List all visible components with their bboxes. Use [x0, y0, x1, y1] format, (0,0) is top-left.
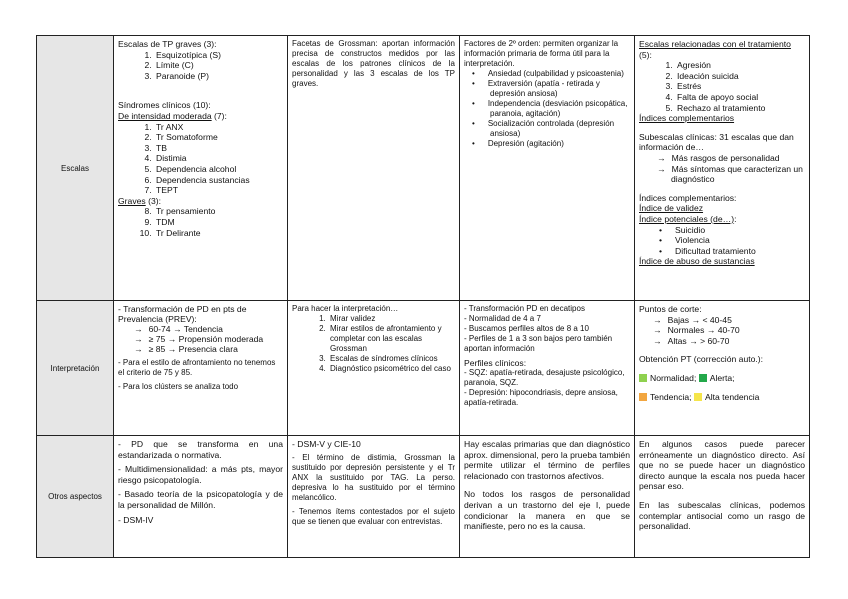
escalas-cell-3 [460, 36, 635, 301]
tendencia-label: Tendencia; [650, 391, 692, 402]
alerta-label: Alerta; [709, 372, 735, 383]
prev-intro: - Transformación de PD en pts de Prevalencia (PREV): [118, 304, 247, 324]
otros-p4: - DSM-IV [118, 514, 154, 525]
perfil-sqz: - SQZ: apatía-retirada, desajuste psicológico, paranoia, SQZ. [464, 368, 625, 387]
interpretacion-cell-1 [114, 301, 288, 436]
row-escalas [37, 36, 810, 301]
escalas-cell-4 [635, 36, 810, 301]
list-item: → ≥ 75 → Propensión moderada [148, 334, 283, 344]
list-item: • Dificultad tratamiento [677, 246, 805, 257]
list-item: → Altas → > 60-70 [667, 336, 805, 347]
legend-line-1 [639, 373, 805, 384]
perfil-depresion: - Depresión: hipocondriasis, depre ansiosa, apatía-retirada. [464, 388, 618, 407]
indice-potenciales: Índice potenciales (de…): [639, 213, 737, 224]
otros2-p2: - El término de distimia, Grossman la sustituido por depresión persistente y el Tr ANX la sustituido por TAG. La perso. depresiva lo ha sustituido por el término melancólico. [292, 453, 455, 502]
normalidad-swatch [639, 374, 647, 382]
alta-tendencia-label: Alta tendencia [704, 391, 760, 402]
list-item: • Extraversión (apatía - retirada y depresión ansiosa) [490, 79, 630, 99]
list-item: 1. Mirar validez [328, 314, 455, 324]
legend-line-2 [639, 392, 805, 403]
list-item: → ≥ 85 → Presencia clara [148, 344, 283, 354]
interpretacion-cell-4 [635, 301, 810, 436]
list-item: • Violencia [677, 235, 805, 246]
list-item: 5. Rechazo al tratamiento [675, 103, 805, 114]
moderada-list [118, 122, 283, 196]
alta-tendencia-swatch [694, 393, 702, 401]
list-item: 1. Agresión [675, 60, 805, 71]
list-item: 4. Distimia [154, 153, 283, 164]
otros2-p3: - Tenemos ítems contestados por el sujeto que se tienen que evaluar con entrevistas. [292, 507, 455, 526]
subescalas-intro: Subescalas clínicas: 31 escalas que dan información de… [639, 131, 794, 153]
otros-p3: - Basado teoría de la psicopatología y de la personalidad de Millón. [118, 489, 283, 510]
list-item: • Independencia (desviación psicopática, paranoia, agitación) [490, 99, 630, 119]
factores-list [464, 69, 630, 149]
otros2-p1: - DSM-V y CIE-10 [292, 439, 361, 449]
graves-list [118, 50, 283, 82]
row-header-interpretacion: Interpretación [37, 301, 114, 436]
interpretacion-cell-3 [460, 301, 635, 436]
otros3-p1: Hay escalas primarias que dan diagnóstico aprox. dimensional, pero la prueba también permite utilizar el término de perfiles relacionado con trastornos afectivos. [464, 439, 630, 481]
indice-validez: Índice de validez [639, 203, 704, 214]
normalidad-label: Normalidad; [650, 372, 697, 383]
tratamiento-list [639, 60, 805, 113]
row-otros [37, 436, 810, 558]
list-item: 1. Tr ANX [154, 122, 283, 133]
subescalas-list [639, 153, 805, 185]
otros4-p2: En las subescalas clínicas, podemos contemplar antisocial como un rasgo de personalidad. [639, 499, 805, 532]
alerta-swatch [699, 374, 707, 382]
otros-cell-1 [114, 436, 288, 558]
otros-p2: - Multidimensionalidad: a más pts, mayor riesgo psicopatología. [118, 464, 283, 485]
otros3-p2: No todos los rasgos de personalidad derivan a un trastorno del eje I, puede condicionar la manera en que se manifieste, pero no es la causa. [464, 489, 630, 532]
list-item: 6. Dependencia sustancias [154, 175, 283, 186]
indice-abuso: Índice de abuso de sustancias [639, 256, 755, 267]
otros-cell-3 [460, 436, 635, 558]
prev-list [118, 324, 283, 354]
list-item: 2. Tr Somatoforme [154, 132, 283, 143]
list-item: • Socialización controlada (depresión ansiosa) [490, 119, 630, 139]
otros-cell-4 [635, 436, 810, 558]
perfiles-title: Perfiles clínicos: [464, 358, 527, 368]
escalas-cell-1 [114, 36, 288, 301]
interpretacion-steps [292, 314, 455, 374]
factores-intro: Factores de 2º orden: permiten organizar la información primaria de forma útil para la interpretación. [464, 39, 619, 68]
list-item: 4. Falta de apoyo social [675, 92, 805, 103]
list-item: 10. Tr Delirante [154, 228, 283, 239]
bajos-line: - Perfiles de 1 a 3 son bajos pero también aportan información [464, 334, 613, 353]
tendencia-swatch [639, 393, 647, 401]
otros4-p1: En algunos casos puede parecer erróneamente un diagnóstico directo. Así que no se puede hacer un diagnóstico directo aunque la escala nos pueda hacer pensar eso. [639, 439, 805, 492]
list-item: 2. Límite (C) [154, 60, 283, 71]
interpretacion-cell-2 [288, 301, 460, 436]
decatipos-line: - Transformación PD en decatipos [464, 304, 585, 313]
list-item: 3. TB [154, 143, 283, 154]
afrontamiento-note: - Para el estilo de afrontamiento no tenemos el criterio de 75 y 85. [118, 358, 276, 377]
list-item: 4. Diagnóstico psicométrico del caso [328, 364, 455, 374]
escalas-cell-2 [288, 36, 460, 301]
list-item: → Más síntomas que caracterizan un diagnóstico [671, 164, 805, 185]
list-item: 2. Ideación suicida [675, 71, 805, 82]
otros-p1: - PD que se transforma en una estandarizada o normativa. [118, 439, 283, 460]
interpretacion-intro: Para hacer la interpretación… [292, 304, 399, 313]
list-item: • Suicidio [677, 225, 805, 236]
indices-complementarios-link: Índices complementarios [639, 113, 735, 124]
row-interpretacion [37, 301, 810, 436]
sindromes-title: Síndromes clínicos (10): [118, 100, 211, 111]
grossman-text: Facetas de Grossman: aportan información precisa de constructos medidos por las escalas de los patrones clínicos de la personalidad y las 3 escalas de los TP graves. [292, 39, 455, 88]
moderada-heading: De intensidad moderada (7): [118, 110, 227, 121]
list-item: 3. Estrés [675, 81, 805, 92]
graves2-list [118, 206, 283, 238]
graves2-heading: Graves (3): [118, 195, 161, 206]
row-header-otros: Otros aspectos [37, 436, 114, 558]
list-item: → 60-74 → Tendencia [148, 324, 283, 334]
summary-table [36, 35, 810, 558]
list-item: • Ansiedad (culpabilidad y psicoastenia) [490, 69, 630, 79]
list-item: 8. Tr pensamiento [154, 206, 283, 217]
list-item: 5. Dependencia alcohol [154, 164, 283, 175]
list-item: → Bajas → < 40-45 [667, 315, 805, 326]
list-item: 7. TEPT [154, 185, 283, 196]
list-item: 1. Esquizotípica (S) [154, 50, 283, 61]
otros-cell-2 [288, 436, 460, 558]
list-item: • Depresión (agitación) [490, 139, 630, 149]
graves-title: Escalas de TP graves (3): [118, 39, 217, 49]
obtencion-title: Obtención PT (corrección auto.): [639, 354, 764, 365]
altos-line: - Buscamos perfiles altos de 8 a 10 [464, 324, 589, 333]
list-item: 3. Escalas de síndromes clínicos [328, 354, 455, 364]
clusters-note: - Para los clústers se analiza todo [118, 382, 239, 391]
normalidad-line: - Normalidad de 4 a 7 [464, 314, 541, 323]
list-item: → Normales → 40-70 [667, 325, 805, 336]
indices-title: Índices complementarios: [639, 192, 737, 203]
list-item: → Más rasgos de personalidad [671, 153, 805, 164]
row-header-escalas: Escalas [37, 36, 114, 301]
puntos-list [639, 315, 805, 347]
list-item: 3. Paranoide (P) [154, 71, 283, 82]
list-item: 2. Mirar estilos de afrontamiento y completar con las escalas Grossman [328, 324, 455, 354]
tratamiento-title: Escalas relacionadas con el tratamiento (5): [639, 39, 791, 60]
list-item: 9. TDM [154, 217, 283, 228]
potenciales-list [639, 225, 805, 257]
puntos-title: Puntos de corte: [639, 304, 702, 314]
